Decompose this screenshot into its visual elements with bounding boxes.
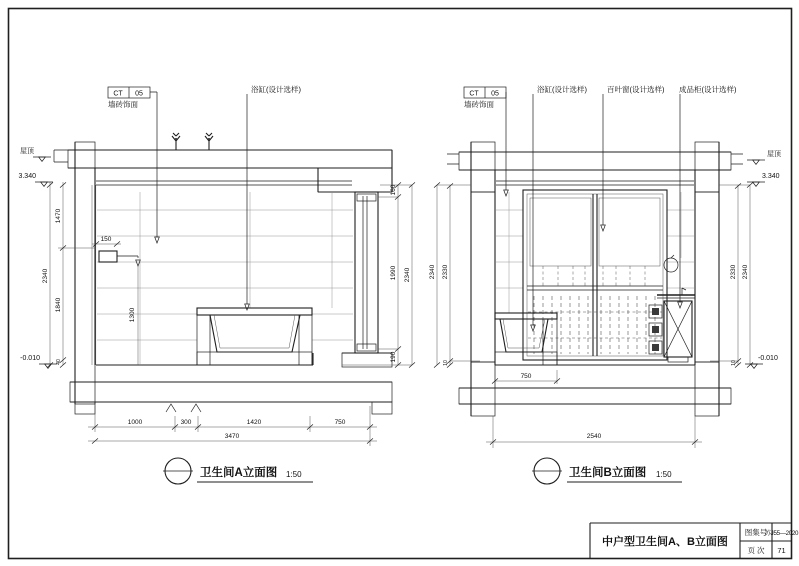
dim-b-left-total: 2340 [429, 264, 436, 280]
elevation-b-structure [447, 142, 743, 416]
dim-a-left-lower: 1840 [55, 297, 62, 313]
elevation-a-title [163, 458, 313, 484]
finish-tag-b-code: CT [469, 90, 479, 98]
elevation-b-tub-dim [492, 370, 560, 384]
dim-a-left-total: 2340 [42, 268, 49, 284]
finish-tag-b-caption: 墙砖饰面 [464, 100, 494, 109]
elevation-a-door [355, 192, 378, 353]
roof-vent-icon [205, 133, 213, 150]
elevation-a [18, 84, 415, 484]
dim-a-right-top: 160 [390, 184, 397, 196]
level-floor-b: -0.010 [758, 355, 778, 362]
dim-a-left-upper: 1470 [55, 208, 62, 224]
elevation-b-scale: 1:50 [656, 470, 672, 479]
level-ceiling-a: 3.340 [18, 173, 36, 180]
title-block-page-value: 71 [777, 546, 786, 555]
level-ceiling-b: 3.340 [762, 173, 780, 180]
roof-vent-icon [172, 133, 180, 150]
elevation-b-bottom-dims [486, 416, 702, 448]
bathtub-label-b-text: 浴缸(设计选样) [537, 85, 587, 94]
elevation-a-left-dims [18, 146, 96, 368]
elevation-a-bottom-dims [88, 406, 377, 446]
dim-a-right-bottom: 190 [390, 351, 397, 363]
dim-a-bottom-total: 3470 [224, 433, 240, 440]
dim-b-right-inner: 2330 [730, 264, 737, 280]
elevation-b [429, 84, 782, 484]
dim-fixture-offset: 150 [100, 236, 112, 243]
title-block-drawing-title: 中户型卫生间A、B立面图 [602, 536, 728, 548]
dim-a-bottom-1: 1000 [127, 419, 143, 426]
dim-b-left-base: 10 [443, 360, 449, 366]
elevation-b-cabinet [657, 288, 695, 362]
faucet-icon [682, 288, 686, 295]
wall-box-fixture-a [92, 236, 140, 365]
finish-tag-a [108, 87, 159, 243]
elevation-a-bathtub [197, 308, 312, 365]
dim-a-right-total: 2340 [404, 267, 411, 283]
dim-b-left-inner: 2330 [442, 264, 449, 280]
bathtub-label-a-text: 浴缸(设计选样) [251, 85, 301, 94]
bathtub-label-a [245, 84, 302, 310]
level-roof-b: 屋顶 [767, 151, 781, 158]
dim-fixture-height: 1300 [129, 307, 136, 323]
title-block-atlas-value: 苏J55—2020 [764, 530, 799, 537]
elevation-b-louver-window [523, 190, 667, 360]
elevation-b-bathtub [495, 313, 557, 365]
dim-b-bottom-total: 2540 [586, 433, 602, 440]
title-block [590, 523, 799, 558]
dim-a-bottom-4: 750 [334, 419, 346, 426]
finish-tag-a-caption: 墙砖饰面 [108, 100, 138, 109]
elevation-b-left-dims [429, 182, 480, 367]
elevation-a-tile-grid [97, 192, 353, 365]
dim-a-bottom-2: 300 [180, 419, 192, 426]
elevation-a-scale: 1:50 [286, 470, 302, 479]
cabinet-label-b-text: 成品柜(设计选样) [679, 85, 737, 94]
title-block-atlas-label: 图集号 [744, 528, 768, 537]
sheet-border [9, 9, 792, 559]
elevation-b-title [532, 458, 682, 484]
finish-tag-a-number: 05 [135, 90, 143, 98]
wall-socket-boxes [649, 305, 662, 354]
dim-a-bottom-3: 1420 [246, 419, 262, 426]
level-roof-a: 屋顶 [20, 148, 34, 155]
finish-tag-a-code: CT [113, 90, 123, 98]
floor-marker-icon [166, 404, 201, 412]
exhaust-vent-icon [664, 255, 678, 272]
cabinet-label-b [678, 84, 737, 308]
louver-label-b-text: 百叶窗(设计选样) [607, 85, 665, 94]
finish-tag-b-number: 05 [491, 90, 499, 98]
dim-b-tub-width: 750 [520, 373, 532, 380]
elevation-a-title-text: 卫生间A立面图 [200, 467, 278, 479]
elevation-b-right-dims [710, 149, 782, 368]
dim-a-left-base: 40 [56, 359, 62, 365]
elevation-b-title-text: 卫生间B立面图 [569, 467, 647, 479]
dim-a-right-mid: 1990 [390, 265, 397, 281]
title-block-page-label: 页 次 [747, 546, 765, 555]
louver-label-b [601, 84, 665, 231]
dim-b-right-base: 10 [731, 360, 737, 366]
elevation-a-structure [54, 142, 392, 414]
level-floor-a: -0.010 [20, 355, 40, 362]
bathtub-label-b [531, 84, 588, 331]
dim-b-right-total: 2340 [742, 264, 749, 280]
